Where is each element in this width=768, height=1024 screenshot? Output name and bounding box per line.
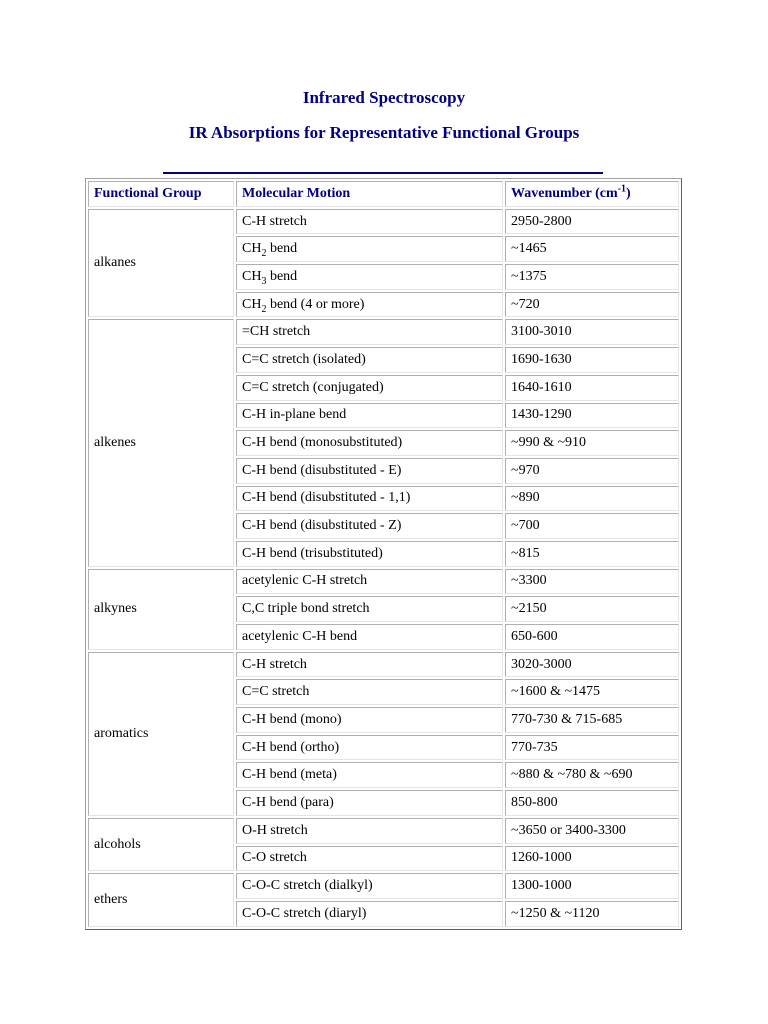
motion-text: CH: [242, 241, 262, 257]
wavenumber-cell: 770-735: [505, 735, 679, 761]
header-wavenumber-text: Wavenumber (cm: [511, 185, 618, 201]
wavenumber-cell: ~990 & ~910: [505, 430, 679, 456]
motion-text: CH: [242, 296, 262, 312]
molecular-motion-cell: C-H bend (trisubstituted): [236, 541, 503, 567]
functional-group-cell: alcohols: [88, 818, 234, 871]
table-row: [88, 209, 679, 235]
wavenumber-cell: ~700: [505, 513, 679, 539]
molecular-motion-cell: C-H bend (disubstituted - E): [236, 458, 503, 484]
motion-subscript: 2: [261, 303, 267, 315]
molecular-motion-cell: C-H bend (disubstituted - Z): [236, 513, 503, 539]
wavenumber-cell: 1690-1630: [505, 347, 679, 373]
molecular-motion-cell: C-O stretch: [236, 846, 503, 872]
functional-group-cell: alkenes: [88, 319, 234, 566]
motion-text-rest: bend (4 or more): [266, 296, 365, 312]
motion-text-rest: bend: [266, 268, 298, 284]
header-functional-group: Functional Group: [88, 181, 234, 207]
molecular-motion-cell: C-O-C stretch (diaryl): [236, 901, 503, 927]
wavenumber-cell: 770-730 & 715-685: [505, 707, 679, 733]
molecular-motion-cell: C,C triple bond stretch: [236, 596, 503, 622]
functional-group-cell: aromatics: [88, 652, 234, 816]
header-molecular-motion: Molecular Motion: [236, 181, 503, 207]
wavenumber-cell: ~890: [505, 486, 679, 512]
molecular-motion-cell: [236, 292, 503, 318]
molecular-motion-cell: C-H bend (mono): [236, 707, 503, 733]
title-divider: [163, 172, 603, 174]
page-title: Infrared Spectroscopy: [302, 88, 466, 107]
molecular-motion-cell: C=C stretch (isolated): [236, 347, 503, 373]
wavenumber-cell: ~880 & ~780 & ~690: [505, 762, 679, 788]
functional-group-cell: alkanes: [88, 209, 234, 318]
molecular-motion-cell: C-H stretch: [236, 209, 503, 235]
wavenumber-cell: 1640-1610: [505, 375, 679, 401]
table-header-row: [88, 181, 679, 207]
page-subtitle: IR Absorptions for Representative Functional Groups: [188, 123, 580, 142]
molecular-motion-cell: C=C stretch (conjugated): [236, 375, 503, 401]
molecular-motion-cell: O-H stretch: [236, 818, 503, 844]
wavenumber-cell: 1430-1290: [505, 403, 679, 429]
molecular-motion-cell: C-O-C stretch (dialkyl): [236, 873, 503, 899]
molecular-motion-cell: C-H in-plane bend: [236, 403, 503, 429]
wavenumber-cell: ~1375: [505, 264, 679, 290]
table-row: [88, 569, 679, 595]
functional-group-cell: alkynes: [88, 569, 234, 650]
molecular-motion-cell: C=C stretch: [236, 679, 503, 705]
wavenumber-cell: 850-800: [505, 790, 679, 816]
molecular-motion-cell: C-H bend (ortho): [236, 735, 503, 761]
wavenumber-cell: ~1250 & ~1120: [505, 901, 679, 927]
wavenumber-cell: ~3300: [505, 569, 679, 595]
table-row: [88, 873, 679, 899]
ir-absorption-table: [85, 178, 682, 930]
wavenumber-cell: ~815: [505, 541, 679, 567]
motion-subscript: 3: [261, 275, 267, 287]
wavenumber-cell: 2950-2800: [505, 209, 679, 235]
molecular-motion-cell: [236, 236, 503, 262]
wavenumber-cell: ~2150: [505, 596, 679, 622]
header-wavenumber-close: ): [626, 185, 631, 201]
molecular-motion-cell: acetylenic C-H bend: [236, 624, 503, 650]
wavenumber-cell: ~970: [505, 458, 679, 484]
wavenumber-cell: ~3650 or 3400-3300: [505, 818, 679, 844]
wavenumber-cell: ~720: [505, 292, 679, 318]
functional-group-cell: ethers: [88, 873, 234, 926]
wavenumber-cell: 3020-3000: [505, 652, 679, 678]
table-row: [88, 818, 679, 844]
wavenumber-cell: 1260-1000: [505, 846, 679, 872]
molecular-motion-cell: =CH stretch: [236, 319, 503, 345]
motion-text-rest: bend: [266, 241, 298, 257]
motion-subscript: 2: [261, 248, 267, 260]
molecular-motion-cell: [236, 264, 503, 290]
header-wavenumber: [505, 181, 679, 207]
wavenumber-cell: 3100-3010: [505, 319, 679, 345]
molecular-motion-cell: C-H bend (monosubstituted): [236, 430, 503, 456]
table-row: [88, 652, 679, 678]
wavenumber-cell: ~1465: [505, 236, 679, 262]
wavenumber-cell: 1300-1000: [505, 873, 679, 899]
motion-text: CH: [242, 268, 262, 284]
molecular-motion-cell: C-H bend (meta): [236, 762, 503, 788]
wavenumber-cell: ~1600 & ~1475: [505, 679, 679, 705]
molecular-motion-cell: C-H bend (disubstituted - 1,1): [236, 486, 503, 512]
molecular-motion-cell: C-H stretch: [236, 652, 503, 678]
molecular-motion-cell: C-H bend (para): [236, 790, 503, 816]
wavenumber-cell: 650-600: [505, 624, 679, 650]
molecular-motion-cell: acetylenic C-H stretch: [236, 569, 503, 595]
header-wavenumber-exponent: -1: [617, 183, 627, 195]
table-row: [88, 319, 679, 345]
